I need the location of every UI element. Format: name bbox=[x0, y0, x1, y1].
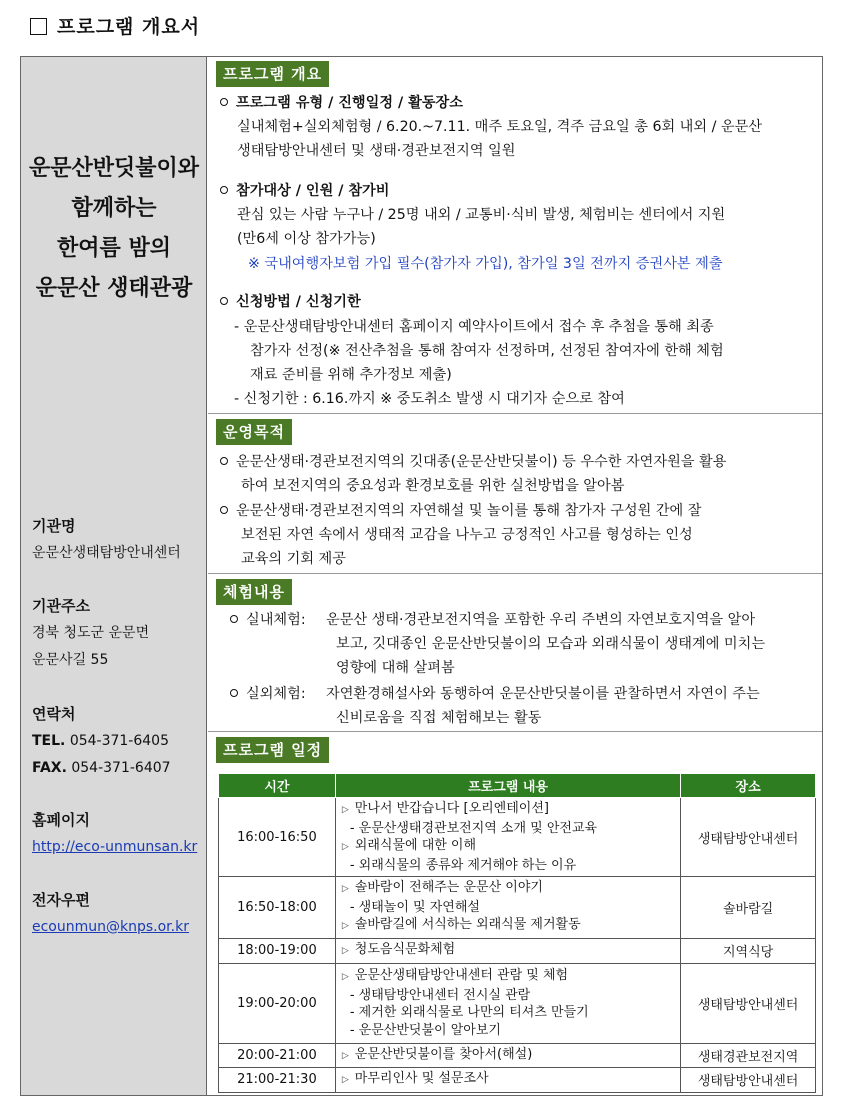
main-title-line: 운문산반딧불이와 bbox=[28, 156, 200, 181]
contact-label: 연락처 bbox=[32, 705, 76, 723]
target-text: (만6세 이상 참가가능) bbox=[237, 231, 376, 247]
tel-label: TEL. bbox=[32, 733, 66, 749]
main-title-line: 운문산 생태관광 bbox=[35, 276, 193, 301]
schedule-content bbox=[335, 1068, 680, 1093]
apply-heading: 신청방법 / 신청기한 bbox=[220, 290, 361, 314]
purpose-item: 운문산생태·경관보전지역의 자연해설 및 놀이를 통해 참가자 구성원 간에 잘 bbox=[220, 499, 701, 523]
homepage-info bbox=[32, 807, 197, 861]
schedule-time: 19:00-20:00 bbox=[219, 963, 336, 1043]
experience-heading: 체험내용 bbox=[216, 579, 292, 605]
schedule-activity: ▷ 운문산반딧불이를 찾아서(해설) bbox=[341, 1046, 533, 1062]
org-name: 운문산생태탐방안내센터 bbox=[32, 545, 181, 561]
schedule-subitem: - 제거한 외래식물로 나만의 티셔츠 만들기 bbox=[349, 1005, 589, 1020]
schedule-subitem: - 생태놀이 및 자연해설 bbox=[349, 899, 480, 915]
schedule-content bbox=[335, 1043, 680, 1068]
triangle-bullet-icon: ▷ bbox=[341, 946, 349, 956]
fax-label: FAX. bbox=[32, 760, 67, 776]
page-title bbox=[30, 12, 200, 39]
schedule-time: 16:00-16:50 bbox=[219, 798, 336, 877]
schedule-activity: ▷ 마무리인사 및 설문조사 bbox=[341, 1071, 489, 1086]
schedule-subitem: - 운문산반딧불이 알아보기 bbox=[349, 1022, 501, 1038]
triangle-bullet-icon: ▷ bbox=[341, 1050, 349, 1061]
col-header-content: 프로그램 내용 bbox=[335, 774, 680, 798]
schedule-content bbox=[335, 798, 680, 877]
experience-section bbox=[208, 574, 822, 732]
checkbox-square-icon bbox=[30, 18, 47, 35]
overview-section bbox=[208, 57, 822, 414]
schedule-time: 21:00-21:30 bbox=[219, 1068, 336, 1093]
schedule-activity: ▷ 외래식물에 대한 이해 bbox=[341, 838, 477, 853]
schedule-content bbox=[335, 939, 680, 964]
col-header-place: 장소 bbox=[681, 774, 816, 798]
email-label: 전자우편 bbox=[32, 891, 90, 909]
outline-frame bbox=[20, 56, 823, 1096]
purpose-text: 하여 보전지역의 중요성과 환경보호를 위한 실천방법을 알아봄 bbox=[241, 478, 625, 494]
indoor-text: 운문산 생태·경관보전지역을 포함한 우리 주변의 자연보호지역을 알아 bbox=[326, 612, 756, 628]
schedule-activity: ▷ 운문산생태탐방안내센터 관람 및 체험 bbox=[341, 968, 569, 983]
email-info bbox=[32, 887, 189, 941]
bullet-icon bbox=[220, 457, 228, 465]
address-line: 운문사길 55 bbox=[32, 652, 109, 668]
schedule-row bbox=[219, 877, 816, 939]
indoor-item: 실내체험: bbox=[230, 608, 306, 632]
triangle-bullet-icon: ▷ bbox=[341, 805, 349, 815]
purpose-text: 교육의 기회 제공 bbox=[241, 551, 346, 567]
homepage-label: 홈페이지 bbox=[32, 811, 90, 829]
insurance-note: ※ 국내여행자보험 가입 필수(참가자 가입), 참가일 3일 전까지 증권사본 제출 bbox=[248, 256, 723, 272]
schedule-activity: ▷ 솔바람이 전해주는 운문산 이야기 bbox=[341, 880, 543, 896]
schedule-time: 16:50-18:00 bbox=[219, 877, 336, 939]
schedule-activity: ▷ 솔바람길에 서식하는 외래식물 제거활동 bbox=[341, 917, 581, 933]
schedule-row bbox=[219, 963, 816, 1043]
schedule-place: 생태탐방안내센터 bbox=[681, 963, 816, 1043]
address-label: 기관주소 bbox=[32, 597, 90, 615]
schedule-heading: 프로그램 일정 bbox=[216, 737, 329, 763]
apply-text: - 운문산생태탐방안내센터 홈페이지 예약사이트에서 접수 후 추첨을 통해 최종 bbox=[234, 319, 714, 335]
target-text: 관심 있는 사람 누구나 / 25명 내외 / 교통비·식비 발생, 체험비는 센터에서 지원 bbox=[237, 207, 726, 223]
right-panel bbox=[208, 57, 822, 1095]
triangle-bullet-icon: ▷ bbox=[341, 921, 349, 932]
schedule-time: 20:00-21:00 bbox=[219, 1043, 336, 1068]
indoor-text: 영향에 대해 살펴봄 bbox=[336, 660, 455, 676]
type-text: 실내체험+실외체험형 / 6.20.~7.11. 매주 토요일, 격주 금요일 총 6회 내외 / 운문산 bbox=[237, 119, 763, 135]
schedule-subitem: - 외래식물의 종류와 제거해야 하는 이유 bbox=[349, 857, 577, 873]
schedule-row bbox=[219, 1043, 816, 1068]
triangle-bullet-icon: ▷ bbox=[341, 972, 349, 982]
address-line: 경북 청도군 운문면 bbox=[32, 625, 150, 641]
schedule-place: 생태탐방안내센터 bbox=[681, 1068, 816, 1093]
outdoor-text: 자연환경해설사와 동행하여 운문산반딧불이를 관찰하면서 자연이 주는 bbox=[326, 686, 760, 702]
schedule-row bbox=[219, 1068, 816, 1093]
main-title-line: 한여름 밤의 bbox=[57, 236, 171, 261]
schedule-row bbox=[219, 798, 816, 877]
schedule-place: 솔바람길 bbox=[681, 877, 816, 939]
schedule-content bbox=[335, 963, 680, 1043]
apply-text: 재료 준비를 위해 추가정보 제출) bbox=[250, 367, 452, 383]
apply-deadline: - 신청기한 : 6.16.까지 ※ 중도취소 발생 시 대기자 순으로 참여 bbox=[234, 391, 625, 407]
overview-heading: 프로그램 개요 bbox=[216, 61, 329, 87]
purpose-heading: 운영목적 bbox=[216, 419, 292, 445]
bullet-icon bbox=[220, 98, 228, 106]
org-label: 기관명 bbox=[32, 517, 76, 535]
tel-number: 054-371-6405 bbox=[69, 733, 169, 749]
type-text: 생태탐방안내센터 및 생태·경관보전지역 일원 bbox=[237, 143, 516, 159]
left-panel bbox=[21, 57, 207, 1095]
schedule-time: 18:00-19:00 bbox=[219, 939, 336, 964]
bullet-icon bbox=[230, 689, 238, 697]
purpose-text: 보전된 자연 속에서 생태적 교감을 나누고 긍정적인 사고를 형성하는 인성 bbox=[241, 527, 693, 543]
schedule-subitem: - 생태탐방안내센터 전시실 관람 bbox=[349, 987, 531, 1003]
org-info bbox=[32, 513, 181, 567]
email-link[interactable]: ecounmun@knps.or.kr bbox=[32, 919, 189, 935]
schedule-table bbox=[218, 773, 816, 1093]
fax-number: 054-371-6407 bbox=[71, 760, 171, 776]
apply-text: 참가자 선정(※ 전산추첨을 통해 참여자 선정하며, 선정된 참여자에 한해 체험 bbox=[250, 343, 724, 359]
main-title-line: 함께하는 bbox=[71, 196, 157, 221]
col-header-time: 시간 bbox=[219, 774, 336, 798]
schedule-place: 생태경관보전지역 bbox=[681, 1043, 816, 1068]
triangle-bullet-icon: ▷ bbox=[341, 884, 349, 895]
purpose-section bbox=[208, 414, 822, 574]
indoor-text: 보고, 깃대종인 운문산반딧불이의 모습과 외래식물이 생태계에 미치는 bbox=[336, 636, 766, 652]
target-heading: 참가대상 / 인원 / 참가비 bbox=[220, 179, 389, 203]
outdoor-text: 신비로움을 직접 체험해보는 활동 bbox=[336, 710, 542, 726]
triangle-bullet-icon: ▷ bbox=[341, 842, 349, 852]
schedule-content bbox=[335, 877, 680, 939]
purpose-item: 운문산생태·경관보전지역의 깃대종(운문산반딧불이) 등 우수한 자연자원을 활용 bbox=[220, 450, 726, 474]
schedule-activity: ▷ 청도음식문화체험 bbox=[341, 942, 456, 957]
contact-info bbox=[32, 701, 171, 782]
schedule-row bbox=[219, 939, 816, 964]
homepage-link[interactable]: http://eco-unmunsan.kr bbox=[32, 839, 198, 855]
bullet-icon bbox=[220, 506, 228, 514]
schedule-place: 생태탐방안내센터 bbox=[681, 798, 816, 877]
outdoor-item: 실외체험: bbox=[230, 682, 306, 706]
schedule-subitem: - 운문산생태경관보전지역 소개 및 안전교육 bbox=[349, 820, 598, 836]
schedule-activity: ▷ 만나서 반갑습니다 [오리엔테이션] bbox=[341, 801, 549, 816]
triangle-bullet-icon: ▷ bbox=[341, 1075, 349, 1085]
bullet-icon bbox=[220, 186, 228, 194]
bullet-icon bbox=[230, 615, 238, 623]
program-main-title bbox=[21, 149, 207, 309]
bullet-icon bbox=[220, 297, 228, 305]
address-info bbox=[32, 593, 149, 674]
page-title-text: 프로그램 개요서 bbox=[57, 16, 201, 38]
schedule-place: 지역식당 bbox=[681, 939, 816, 964]
type-heading: 프로그램 유형 / 진행일정 / 활동장소 bbox=[220, 91, 463, 115]
